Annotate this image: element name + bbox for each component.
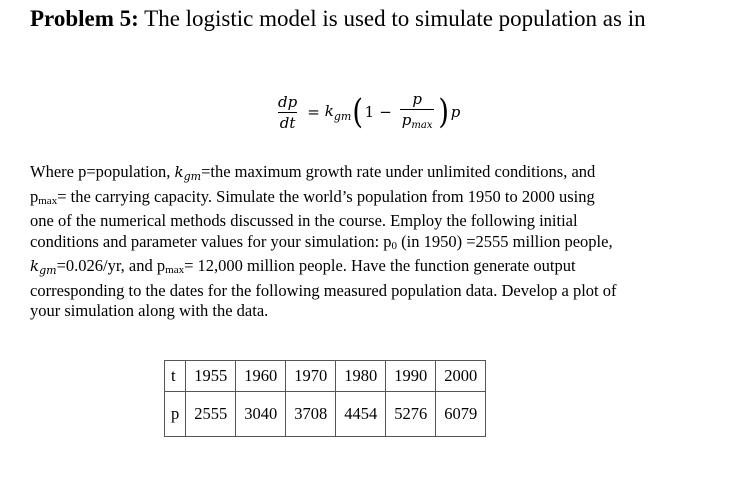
equals-sign: = — [307, 103, 320, 121]
ratio-denominator: $p_{max}$ — [400, 109, 435, 136]
population-cell: 6079 — [436, 392, 486, 437]
time-row-label: t — [165, 361, 186, 392]
description-line-3: one of the numerical methods discussed in the course. Employ the following initial — [30, 211, 578, 231]
minus-sign: − — [379, 103, 392, 121]
derivative-numerator: dp — [278, 92, 298, 111]
problem-title — [30, 6, 646, 32]
description-line-7: your simulation along with the data. — [30, 301, 269, 321]
right-paren: ) — [438, 92, 450, 132]
population-cell: 4454 — [336, 392, 386, 437]
description-line-1: Where p=population, $k_{gm}=the$ maximum growth rate under unlimited conditions, and — [30, 162, 596, 183]
time-cell: 1980 — [336, 361, 386, 392]
description-line-5: $k_{gm}=0.026/yr$, and pmax= 12,000 million people. Have the function generate output — [30, 255, 576, 277]
problem-description — [30, 162, 720, 321]
description-line-6: corresponding to the dates for the following measured population data. Develop a plot of — [30, 281, 617, 301]
left-paren: ( — [352, 92, 364, 132]
trailing-population-symbol: p — [450, 103, 461, 121]
derivative-denominator: dt — [279, 113, 296, 132]
population-cell: 5276 — [386, 392, 436, 437]
population-row-label: p — [165, 392, 186, 437]
time-cell: 1955 — [186, 361, 236, 392]
ratio-numerator: p — [412, 89, 422, 108]
time-cell: 1960 — [236, 361, 286, 392]
derivative-fraction — [276, 92, 299, 133]
population-cell: 3708 — [286, 392, 336, 437]
ratio-fraction — [400, 89, 435, 136]
population-cell: 2555 — [186, 392, 236, 437]
time-cell: 1990 — [386, 361, 436, 392]
description-line-2: pmax= the carrying capacity. Simulate the world’s population from 1950 to 2000 using — [30, 187, 595, 208]
population-data-table — [164, 360, 486, 437]
population-row — [165, 392, 486, 437]
problem-title-text: The logistic model is used to simulate population as in — [138, 6, 646, 31]
time-row — [165, 361, 486, 392]
population-cell: 3040 — [236, 392, 286, 437]
problem-number: Problem 5: — [30, 6, 139, 31]
time-cell: 2000 — [436, 361, 486, 392]
one-term: 1 — [364, 103, 375, 121]
logistic-equation — [273, 80, 460, 144]
growth-rate-symbol: $k_{gm}$ — [324, 101, 352, 123]
time-cell: 1970 — [286, 361, 336, 392]
description-line-4: conditions and parameter values for your simulation: p0 (in 1950) =2555 million people, — [30, 231, 613, 252]
